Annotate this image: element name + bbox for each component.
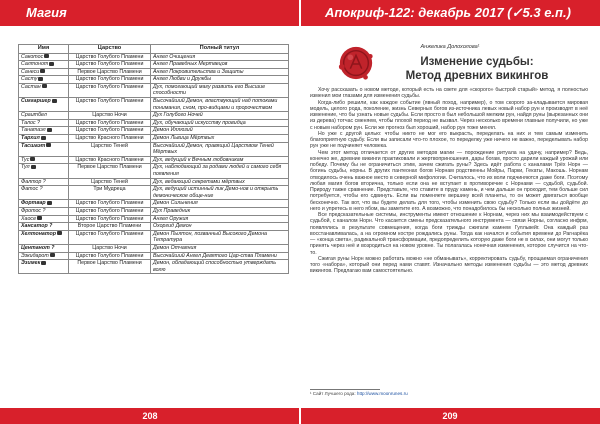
entities-table-container — [18, 44, 288, 274]
cell-name — [19, 156, 69, 164]
table-row — [19, 135, 289, 143]
table-row — [19, 223, 289, 231]
rune-tag-icon — [50, 253, 55, 257]
cell-name-text: Центанот ? — [21, 244, 55, 251]
article-title — [378, 55, 576, 83]
cell-realm: Три Мудреца — [69, 186, 151, 200]
cell-name — [19, 207, 69, 215]
column-header-name: Имя — [19, 45, 69, 54]
cell-name — [19, 127, 69, 135]
column-header-title: Полный титул — [151, 45, 289, 54]
cell-name — [19, 119, 69, 127]
cell-name-text: Эзимек — [21, 260, 41, 267]
table-row — [19, 207, 289, 215]
cell-name — [19, 135, 69, 143]
cell-name-text: Фатос ? — [21, 186, 43, 193]
article-title-line-2: Метод древних викингов — [405, 70, 549, 82]
cell-name — [19, 215, 69, 223]
cell-title: Ангел Праведных Мертвецов — [151, 61, 289, 69]
cell-name-text: Фалтор ? — [21, 178, 46, 185]
cell-title: Демон Львица Мёртвых — [151, 135, 289, 143]
rune-tag-icon — [47, 201, 52, 205]
cell-name — [19, 260, 69, 274]
rune-tag-icon — [31, 165, 36, 169]
left-page-number: 208 — [0, 408, 300, 424]
cell-realm: Царство Голубого Пламени — [69, 200, 151, 208]
footer-divider — [299, 408, 301, 424]
table-row — [19, 252, 289, 260]
article-paragraph: Сжигая руны Норн можно работать можно «не обманывать», корректировать судьбу, прощаемая ограничения того «набора», который они перед нами ставят. Изначально методы изменения судьбы — это метод древних викингов. Предлагаю вам самостоятельно. — [310, 255, 588, 275]
cell-realm: Царство Голубого Пламени — [69, 207, 151, 215]
table-row — [19, 215, 289, 223]
cell-name-text: Фортвар — [21, 200, 46, 207]
table-row — [19, 260, 289, 274]
cell-title: Дух, наблюдающий за родами людей и самого себя появления — [151, 164, 289, 178]
table-row — [19, 156, 289, 164]
table-row — [19, 68, 289, 76]
table-row — [19, 98, 289, 112]
cell-name — [19, 98, 69, 112]
table-row — [19, 76, 289, 84]
cell-title: Охоргид Демон — [151, 223, 289, 231]
rune-tag-icon — [41, 136, 46, 140]
article-paragraph: Чем этот метод отличается от других методов магии — порождение ритуала на удачу, например? Ведь, конечно же, древние викинги практиковали и жертвоприношения, дары богам, просто дарили каждый урожай или победу. Почему бы не ограничиться этим, зачем сжигать руны? Здесь идёт работа с каналами Трёх Норн — богинь судьбы, норны. В других пантеонах богов Норнам родственны Мойры, Парки, Гекаты, Макошь. Норнам отводилось очень важное место в северной мифологии. Считалось, что их воли подчиняются даже боги. Поэтому любая магия богов вторична, только если она не вступает в противоречие с Норнами — судьбой, судьбой. Природу также сравнение. Представьте, что ставите в пруду камень, и чем дальше он проходит, тем больше сил потребуется, чтобы его сдвинуть. Если вы поменяете вершину всей планеты, то он может двигаться вообще бесконечно. Так вот, что вы будете делать для того, чтобы изменить свою судьбу? Только если вы дойдёте до него и упретесь в него ябом, вы заметите его. А возможно, что понадобилось бы несколько полных жизней. — [310, 149, 588, 212]
rune-tag-icon — [37, 216, 42, 220]
cell-realm: Царство Голубого Пламени — [69, 252, 151, 260]
cell-name-text: Талос ? — [21, 119, 41, 126]
cell-title: Дух, помогающий магу развить его Высшие способности — [151, 83, 289, 97]
cell-realm: Царство Теней — [69, 178, 151, 186]
cell-realm: Царство Голубого Пламени — [69, 215, 151, 223]
cell-title: Ангел Очищения — [151, 53, 289, 61]
cell-name-text: Танатаэл — [21, 127, 46, 134]
rune-tag-icon — [57, 231, 62, 235]
cell-name — [19, 223, 69, 231]
cell-title: Дух Праведник — [151, 207, 289, 215]
rune-tag-icon — [42, 84, 47, 88]
article-paragraph: Когда-либо решили, как каждое событие (явный поход, например), о том скорого за-кладывается мировая модель, целого рода, поколение, жизнь Северных богов из-источника левых новый набор рун и производят в неё изменение, что бы узнать новые судьбы. Если просто в был небольшой мелким рун, найдя руны (вырезанных они из дерева) тотчас сменяем, чтобы плохой период не вызвал. Через несколько времени главные получили, но уже с новым набором рун. Если же прогноз был хороший, набор рун тоже менял. — [310, 99, 588, 131]
cell-title: Дух, ведущий к Вечным любовникам — [151, 156, 289, 164]
cell-realm: Царство Ночи — [69, 112, 151, 120]
cell-name-text: Санеси — [21, 68, 40, 75]
cell-title: Ангел Любви и Дружбы — [151, 76, 289, 84]
footnote — [310, 391, 408, 396]
cell-title: Высочайший Демон, властвующий над потоками понимания, сном, про-видцами и пророчеством — [151, 98, 289, 112]
table-row — [19, 53, 289, 61]
cell-realm: Царство Голубого Пламени — [69, 127, 151, 135]
rune-tag-icon — [44, 54, 49, 58]
table-row — [19, 164, 289, 178]
table-row — [19, 83, 289, 97]
rune-tag-icon — [49, 62, 54, 66]
cell-title: Демон Иллюзий — [151, 127, 289, 135]
cell-name — [19, 83, 69, 97]
article-paragraph: Но уже с другой целью: чтобы никто не мог его выкрасть, переделать на них и тем самым изменить благоприятную судьбу. Если вы записали что-то плохое, то переделку уже ничего не важно, переделывать набор рун уже не подчиняет человека. — [310, 130, 588, 150]
cell-name — [19, 53, 69, 61]
cell-name-text: Хаосе — [21, 215, 37, 222]
cell-name-text: Сиггаршер — [21, 98, 51, 105]
cell-name — [19, 252, 69, 260]
rune-tag-icon — [47, 128, 52, 132]
cell-realm: Царство Голубого Пламени — [69, 53, 151, 61]
footnote-link[interactable]: http://www.moonrunes.ru — [356, 391, 408, 396]
cell-name-text: Хансатор ? — [21, 223, 53, 230]
cell-name — [19, 244, 69, 252]
cell-realm: Царство Красного Пламени — [69, 156, 151, 164]
table-row — [19, 200, 289, 208]
cell-name — [19, 142, 69, 156]
cell-name — [19, 200, 69, 208]
cell-name-text: Сраитбел — [21, 112, 47, 119]
table-row — [19, 230, 289, 244]
entities-table — [18, 44, 289, 274]
cell-name — [19, 76, 69, 84]
article-paragraph: Все предсказательные системы, инструменты имеют отношение к Норнам, через них мы взаимодействуем с судьбой, с каналом Норн. Что касается смены предсказательного инструмента — связи Норны, согласно инфрм, появлялись в результате совмещения, когда боги трижды сжигали камнем Гулльвейг. Она каждый раз восстанавливалась, а на огромном костре рождались руны. Тогда как начался и события времени до Рагнарёка — «конца света», радикальной трансформации, предопределить которую даже боги не в силах, они могут только принять через неё и возродиться на новом уровне. Ты полагалась нонечная изменения, которое случится на что-то. — [310, 212, 588, 256]
cell-name — [19, 61, 69, 69]
table-row — [19, 112, 289, 120]
cell-title: Дух, ведающий секретами мёртвых — [151, 178, 289, 186]
cell-name-text: Хелтонатор — [21, 230, 56, 237]
cell-title: Дух, ведущий истинный лик Демо-нов и открыть демоническое обще-ние — [151, 186, 289, 200]
cell-name-text: Тархил — [21, 135, 40, 142]
cell-name — [19, 164, 69, 178]
cell-name — [19, 178, 69, 186]
table-row — [19, 178, 289, 186]
cell-name-text: Тус — [21, 156, 30, 163]
column-header-realm: Царство — [69, 45, 151, 54]
cell-name — [19, 68, 69, 76]
cell-title: Высочайший Демон, правящий Царством Теней Мёртвых — [151, 142, 289, 156]
article-author: Анжелика Долохолова¹ — [420, 44, 480, 50]
article-body — [310, 87, 588, 387]
cell-name — [19, 230, 69, 244]
right-page-number: 209 — [300, 408, 600, 424]
cell-realm: Царство Голубого Пламени — [69, 230, 151, 244]
article-paragraph: Хочу рассказать о новом методе, который есть на свете для «скорого» быстрой старый» метод, я полностью изменил мои глазами для изменения судьбы. — [310, 87, 588, 100]
table-row — [19, 61, 289, 69]
left-page-header: Магия — [0, 0, 300, 26]
table-row — [19, 186, 289, 200]
rune-tag-icon — [41, 261, 46, 265]
cell-name-text: Тул — [21, 164, 30, 171]
cell-title: Ангел Покровительства и Защиты — [151, 68, 289, 76]
rune-tag-icon — [40, 69, 45, 73]
cell-realm: Царство Голубого Пламени — [69, 98, 151, 112]
cell-realm: Царство Голубого Пламени — [69, 61, 151, 69]
table-body — [19, 53, 289, 274]
table-row — [19, 119, 289, 127]
cell-title: Дух Голубого Ночей — [151, 112, 289, 120]
article-title-line-1: Изменение судьбы: — [420, 56, 534, 68]
rune-tag-icon — [38, 77, 43, 81]
footnote-prefix: ¹ Сайт Лучшего рода: — [310, 391, 356, 396]
cell-name-text: Састу — [21, 76, 38, 83]
cell-title: Ангел Оружия — [151, 215, 289, 223]
cell-title: Демон Пылтон, позванный Высокого Демона Тетратура — [151, 230, 289, 244]
cell-realm: Царство Теней — [69, 142, 151, 156]
right-page-header: Апокриф-122: декабрь 2017 (✓5.3 е.п.) — [300, 0, 600, 26]
cell-name-text: Сакотос — [21, 53, 44, 60]
cell-realm: Царство Голубого Пламени — [69, 119, 151, 127]
cell-realm: Первое Царство Пламени — [69, 260, 151, 274]
cell-realm: Царство Ночи — [69, 244, 151, 252]
cell-realm: Царство Голубого Пламени — [69, 83, 151, 97]
cell-realm: Первое Царство Пламени — [69, 164, 151, 178]
cell-name — [19, 112, 69, 120]
cell-name-text: Тасшаэт — [21, 142, 46, 149]
cell-title: Демон, обладающий способностью утверждать волю — [151, 260, 289, 274]
table-row — [19, 142, 289, 156]
cell-name-text: Фротос ? — [21, 207, 46, 214]
wax-seal-icon — [337, 44, 375, 82]
rune-tag-icon — [52, 99, 57, 103]
rune-tag-icon — [30, 157, 35, 161]
table-row — [19, 244, 289, 252]
cell-name-text: Эзкидарот — [21, 252, 49, 259]
cell-title: Дух, обучающий искусству провидца — [151, 119, 289, 127]
cell-title: Демон Сильнения — [151, 200, 289, 208]
cell-name — [19, 186, 69, 200]
cell-name-text: Салтонот — [21, 61, 49, 68]
table-row — [19, 127, 289, 135]
cell-title: Высочайший Ангел Девятого Цар-ства Пламени — [151, 252, 289, 260]
cell-realm: Царство Красного Пламени — [69, 135, 151, 143]
table-header-row — [19, 45, 289, 54]
header-divider — [299, 0, 301, 26]
cell-name-text: Састан — [21, 83, 41, 90]
cell-realm: Первое Царство Пламени — [69, 68, 151, 76]
cell-title: Демон Отчаяния — [151, 244, 289, 252]
footnote-rule — [310, 389, 380, 390]
cell-realm: Второе Царство Пламени — [69, 223, 151, 231]
cell-realm: Царство Голубого Пламени — [69, 76, 151, 84]
rune-tag-icon — [46, 143, 51, 147]
